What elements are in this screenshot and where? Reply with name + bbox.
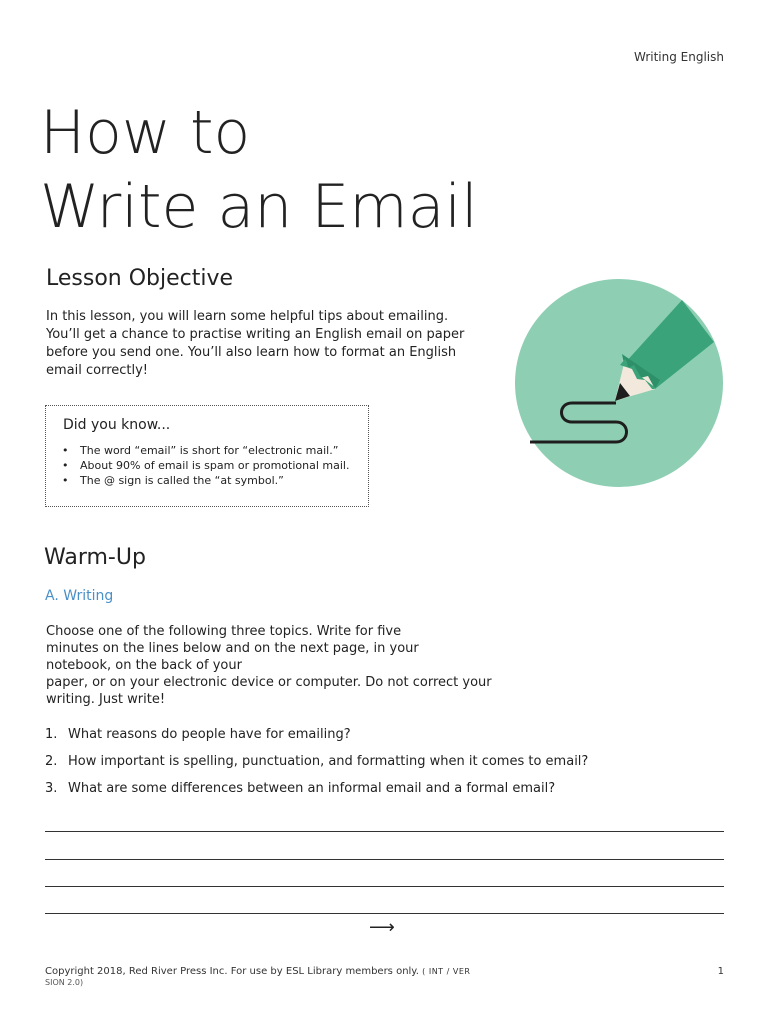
footer-copyright [45,966,470,977]
question-item [45,753,588,770]
question-number: 1. [45,727,58,742]
writing-line [45,886,724,887]
warm-up-instructions [46,623,516,708]
did-you-know-box [45,405,369,507]
list-item: • About 90% of email is spam or promotional mail. [62,458,372,473]
question-text: How important is spelling, punctuation, and formatting when it comes to email? [68,754,589,769]
question-item [45,780,588,797]
list-item: • The @ sign is called the “at symbol.” [62,473,372,488]
version-tag-clipped: SION 2.0) [45,978,84,987]
pencil-icon [512,272,726,494]
version-tag: ( INT / VER [422,967,471,976]
objective-body: In this lesson, you will learn some helpful tips about emailing. You’ll get a chance to practise writing an English email on paper before you send one. You’ll also learn how to format an English email correctly! [46,309,465,378]
question-number: 3. [45,781,58,796]
title-line-2: Write an Email [40,172,478,242]
writing-line [45,913,724,914]
instruction-line: writing. Just write! [46,692,166,707]
did-you-know-list [62,443,372,488]
objective-heading: Lesson Objective [46,266,234,291]
writing-line [45,831,724,832]
page-number: 1 [717,966,724,977]
list-item: • The word “email” is short for “electronic mail.” [62,443,372,458]
did-you-know-title: Did you know... [63,417,171,433]
question-item [45,726,588,743]
title-line-1: How to [40,98,251,168]
instruction-line: Choose one of the following three topics. Write for five [46,624,402,639]
writing-subheading: A. Writing [45,588,114,604]
question-text: What reasons do people have for emailing? [68,727,351,742]
question-number: 2. [45,754,58,769]
warm-up-heading: Warm-Up [44,545,146,570]
section-label: Writing English [634,50,724,64]
question-text: What are some differences between an informal email and a formal email? [68,781,556,796]
instruction-line: paper, or on your electronic device or computer. Do not correct your [46,675,492,690]
writing-line [45,859,724,860]
question-list [45,726,588,807]
next-page-arrow-icon: ⟶ [369,917,395,938]
page-title [40,96,478,244]
instruction-line: minutes on the lines below and on the next page, in your [46,641,419,656]
illustration-circle [515,279,723,487]
instruction-line: notebook, on the back of your [46,658,242,673]
copyright-text: Copyright 2018, Red River Press Inc. For use by ESL Library members only. [45,966,419,977]
